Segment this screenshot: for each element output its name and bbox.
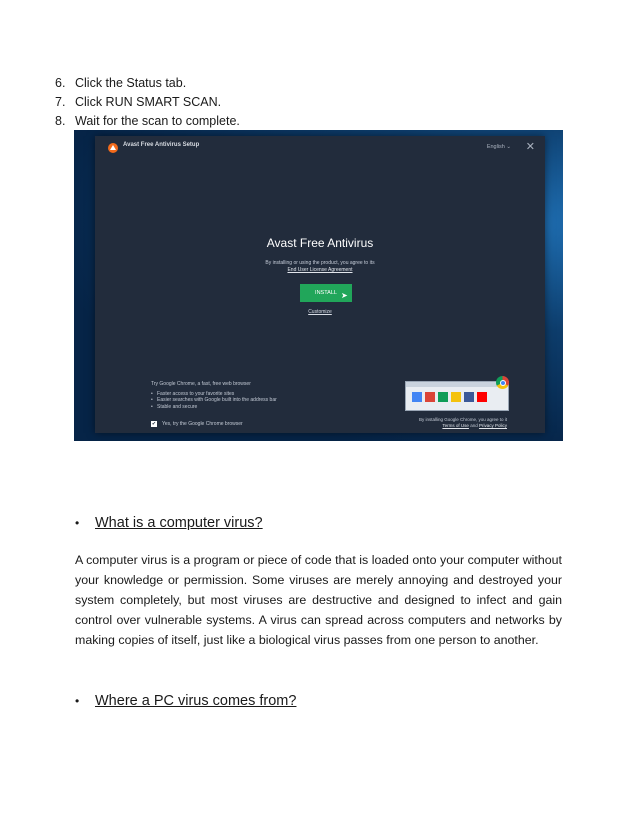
- step-item: [55, 112, 240, 131]
- site-tile-icon: [464, 392, 474, 402]
- step-number: 7.: [55, 95, 66, 109]
- step-item: [55, 74, 240, 93]
- setup-window: [95, 136, 545, 433]
- bullet-icon: •: [75, 516, 80, 530]
- eula-link[interactable]: End User License Agreement: [287, 267, 353, 273]
- promo-bullet: • Faster access to your favorite sites: [151, 391, 277, 398]
- browser-tiles: [412, 392, 487, 402]
- language-selector[interactable]: English ⌄: [486, 144, 511, 150]
- promo-title: Try Google Chrome, a fast, free web browser: [151, 381, 251, 387]
- window-title: Avast Free Antivirus Setup: [123, 142, 200, 148]
- site-tile-icon: [438, 392, 448, 402]
- mouse-cursor-icon: ➤: [341, 291, 348, 300]
- chrome-logo-icon: [496, 376, 509, 389]
- site-tile-icon: [412, 392, 422, 402]
- step-text: Wait for the scan to complete.: [75, 114, 240, 128]
- heading-text: What is a computer virus?: [95, 515, 263, 531]
- product-title: Avast Free Antivirus: [266, 236, 374, 250]
- chrome-terms-text: By installing Google Chrome, you agree to it: [418, 417, 507, 422]
- license-text: By installing or using the product, you agree to its: [265, 260, 375, 266]
- step-text: Click RUN SMART SCAN.: [75, 95, 222, 109]
- site-tile-icon: [451, 392, 461, 402]
- section-heading-origin: [75, 693, 296, 709]
- heading-text: Where a PC virus comes from?: [95, 693, 297, 709]
- bullet-icon: •: [75, 694, 80, 708]
- numbered-steps: [55, 74, 240, 131]
- promo-bullet: • Easier searches with Google built into the address bar: [151, 397, 277, 404]
- site-tile-icon: [477, 392, 487, 402]
- browser-tabbar: [406, 382, 508, 387]
- terms-of-use-link[interactable]: Terms of Use: [442, 423, 469, 428]
- promo-bullet: • Stable and secure: [151, 404, 277, 411]
- avast-logo-icon: [107, 142, 119, 154]
- site-tile-icon: [425, 392, 435, 402]
- avast-setup-screenshot: [74, 130, 563, 441]
- chrome-checkbox-row[interactable]: [151, 421, 243, 427]
- section-heading-virus: [75, 515, 263, 531]
- window-titlebar: [95, 136, 545, 158]
- checkmark-icon[interactable]: ✔: [151, 421, 157, 427]
- step-item: [55, 93, 240, 112]
- virus-definition-paragraph: A computer virus is a program or piece of code that is loaded onto your computer without your knowledge or permission. Some viruses are merely annoying and destroyed your system completely, but most viruses are destructive and designed to infect and gain control over vulnerable systems. A virus can spread across computers and networks by making copies of itself, just like a biological virus passes from one person to another.: [75, 553, 562, 647]
- close-icon[interactable]: ✕: [525, 141, 535, 153]
- privacy-policy-link[interactable]: Privacy Policy: [478, 423, 507, 428]
- step-text: Click the Status tab.: [75, 76, 187, 90]
- chrome-browser-thumbnail: [405, 381, 509, 411]
- customize-link[interactable]: Customize: [308, 309, 332, 315]
- terms-and: and: [470, 423, 478, 428]
- checkbox-label: Yes, try the Google Chrome browser: [162, 421, 243, 427]
- install-button[interactable]: INSTALL: [300, 284, 352, 302]
- step-number: 8.: [55, 114, 66, 128]
- license-notice: [95, 260, 545, 274]
- chrome-promo: [151, 381, 277, 410]
- step-number: 6.: [55, 76, 66, 90]
- chrome-terms: [419, 417, 507, 429]
